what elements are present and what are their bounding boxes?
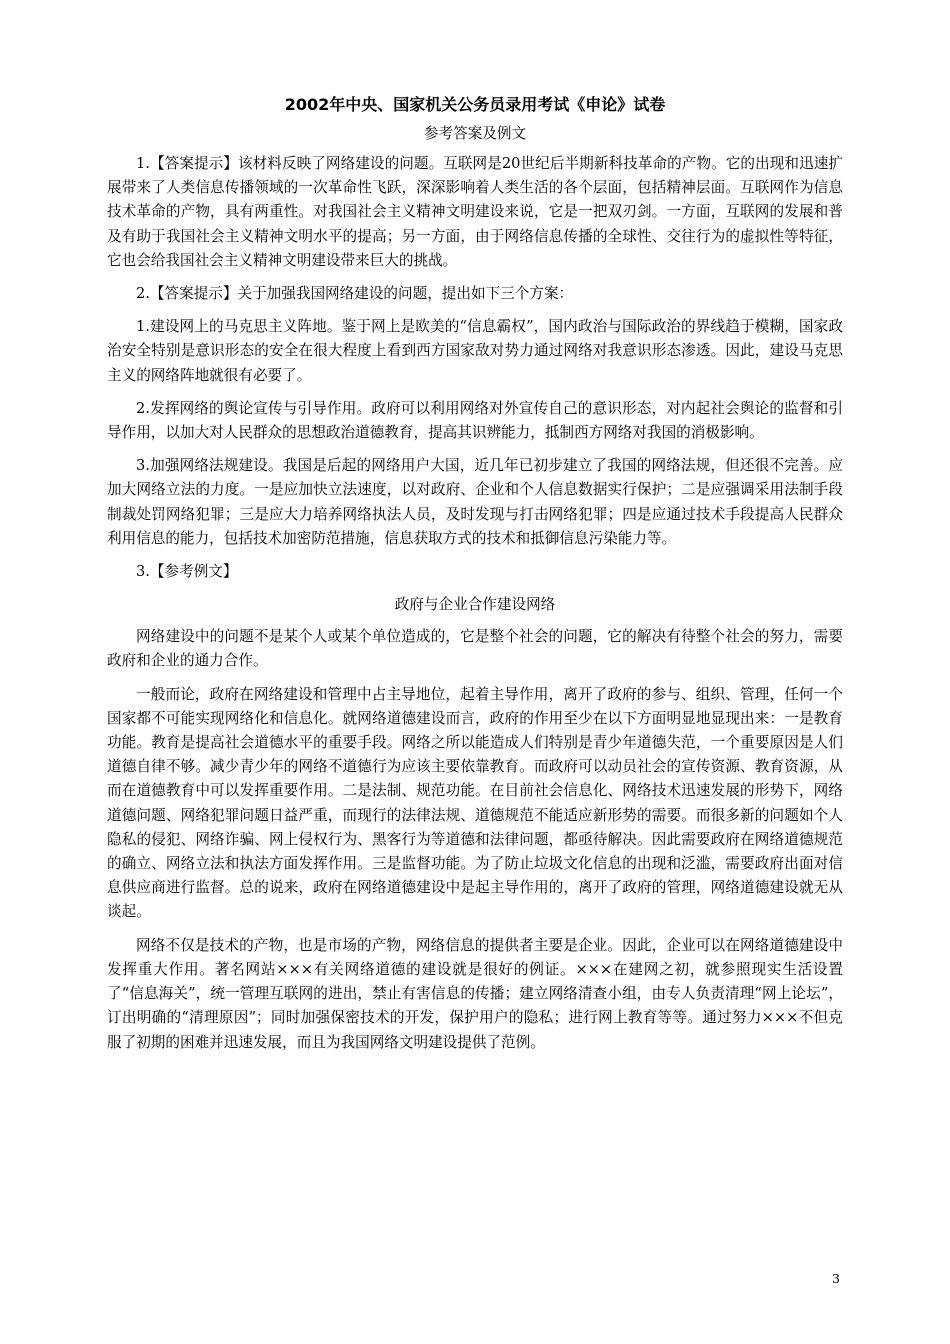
page-content — [107, 92, 843, 1064]
essay-title: 政府与企业合作建设网络 — [394, 596, 556, 614]
proposal-1-paragraph: 1.建设网上的马克思主义阵地。鉴于网上是欧美的“信息霸权”，国内政治与国际政治的界线趋于模糊，国家政治安全特别是意识形态的安全在很大程度上看到西方国家敌对势力通过网络对我意识形态渗透。因此，建设马克思主义的网络阵地就很有必要了。 — [107, 318, 843, 384]
answer-2-intro: 2.【答案提示】关于加强我国网络建设的问题，提出如下三个方案： — [136, 285, 574, 303]
essay-paragraph-3: 网络不仅是技术的产物，也是市场的产物，网络信息的提供者主要是企业。因此，企业可以在网络道德建设中发挥重大作用。著名网站×××有关网络道德的建设就是很好的例证。×××在建网之初，就参照现实生活设置了“信息海关”，统一管理互联网的进出，禁止有害信息的传播；建立网络清查小组，由专人负责清理“网上论坛”，订出明确的“清理原因”；同时加强保密技术的开发，保护用户的隐私；进行网上教育等等。通过努力×××不但克服了初期的困难并迅速发展，而且为我国网络文明建设提供了范例。 — [107, 936, 843, 1051]
page-subtitle: 参考答案及例文 — [423, 125, 527, 142]
answer-3-heading: 3.【参考例文】 — [136, 563, 238, 581]
essay-paragraph-1: 网络建设中的问题不是某个人或某个单位造成的，它是整个社会的问题，它的解决有待整个社会的努力，需要政府和企业的通力合作。 — [107, 628, 843, 670]
proposal-3-paragraph: 3.加强网络法规建设。我国是后起的网络用户大国，近几年已初步建立了我国的网络法规，但还很不完善。应加大网络立法的力度。一是应加快立法速度，以对政府、企业和个人信息数据实行保护；二是应强调采用法制手段制裁处罚网络犯罪；三是应大力培养网络执法人员，及时发现与打击网络犯罪；四是应通过技术手段提高人民群众利用信息的能力，包括技术加密防范措施，信息获取方式的技术和抵御信息污染能力等。 — [107, 457, 843, 547]
essay-paragraph-2: 一般而论，政府在网络建设和管理中占主导地位，起着主导作用，离开了政府的参与、组织、管理，任何一个国家都不可能实现网络化和信息化。就网络道德建设而言，政府的作用至少在以下方面明显地显现出来：一是教育功能。教育是提高社会道德水平的重要手段。网络之所以能造成人们特别是青少年道德失范，一个重要原因是人们道德自律不够。减少青少年的网络不道德行为应该主要依靠教育。而政府可以动员社会的宣传资源、教育资源，从而在道德教育中可以发挥重要作用。二是法制、规范功能。在目前社会信息化、网络技术迅速发展的形势下，网络道德问题、网络犯罪问题日益严重，而现行的法律法规、道德规范不能适应新形势的需要。而很多新的问题如个人隐私的侵犯、网络诈骗、网上侵权行为、黑客行为等道德和法律问题，都亟待解决。因此需要政府在网络道德规范的确立、网络立法和执法方面发挥作用。三是监督功能。为了防止垃圾文化信息的出现和泛滥，需要政府出面对信息供应商进行监督。总的说来，政府在网络道德建设中是起主导作用的，离开了政府的管理，网络道德建设就无从谈起。 — [107, 685, 843, 921]
answer-1-paragraph: 1.【答案提示】该材料反映了网络建设的问题。互联网是20世纪后半期新科技革命的产物。它的出现和迅速扩展带来了人类信息传播领域的一次革命性飞跃，深深影响着人类生活的各个层面，包括精神层面。互联网作为信息技术革命的产物，具有两重性。对我国社会主义精神文明建设来说，它是一把双刃剑。一方面，互联网的发展和普及有助于我国社会主义精神文明水平的提高；另一方面，由于网络信息传播的全球性、交往行为的虚拟性等特征，它也会给我国社会主义精神文明建设带来巨大的挑战。 — [107, 155, 843, 269]
page-number: 3 — [832, 1271, 840, 1286]
proposal-2-paragraph: 2.发挥网络的舆论宣传与引导作用。政府可以利用网络对外宣传自己的意识形态，对内起社会舆论的监督和引导作用，以加大对人民群众的思想政治道德教育，提高其识辨能力，抵制西方网络对我国的消极影响。 — [107, 399, 843, 442]
page-title: 2002年中央、国家机关公务员录用考试《申论》试卷 — [284, 95, 666, 114]
